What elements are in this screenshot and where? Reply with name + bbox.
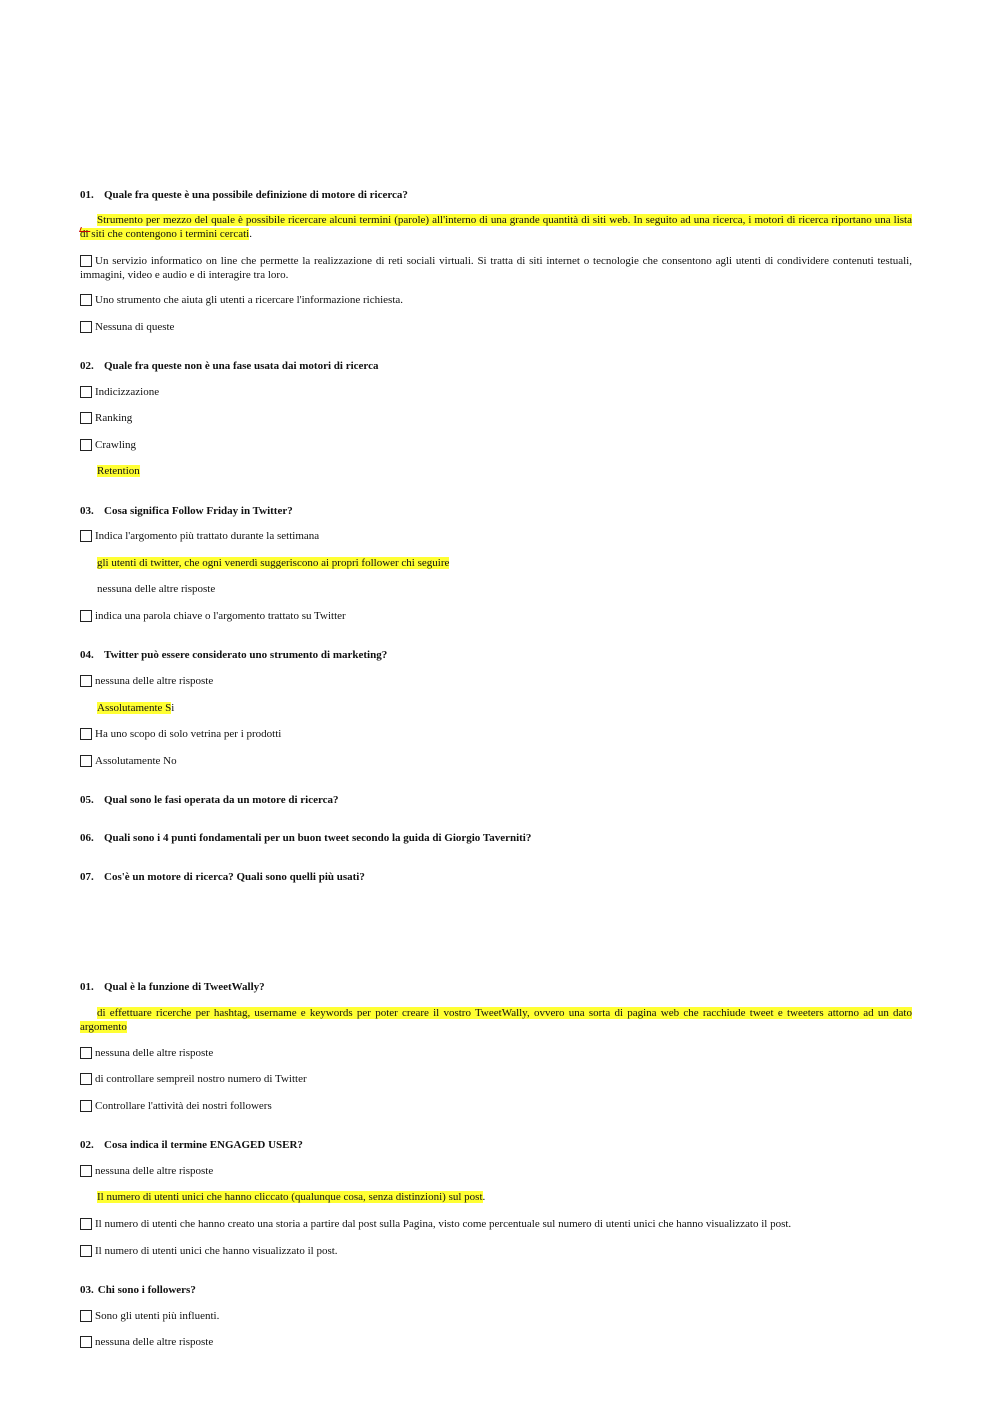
- answer-text: Il numero di utenti unici che hanno visualizzato il post.: [95, 1245, 338, 1257]
- checkbox[interactable]: [80, 1310, 92, 1322]
- answer-text: indica una parola chiave o l'argomento trattato su Twitter: [95, 610, 346, 622]
- answer-text: Il numero di utenti unici che hanno cliccato (qualunque cosa, senza distinzioni) sul post: [97, 1191, 483, 1203]
- answer-option[interactable]: [80, 529, 319, 543]
- question-text: Qual sono le fasi operata da un motore di ricerca?: [104, 794, 339, 806]
- answer-option[interactable]: [80, 1244, 338, 1258]
- answer-text: Il numero di utenti che hanno creato una storia a partire dal post sulla Pagina, visto come percentuale sul numero di utenti unici che hanno visualizzato il post.: [95, 1218, 792, 1230]
- answer-text: Retention: [97, 465, 140, 477]
- question-text: Quali sono i 4 punti fondamentali per un buon tweet secondo la guida di Giorgio Taverniti?: [104, 832, 532, 844]
- answer-text: Controllare l'attività dei nostri followers: [95, 1100, 272, 1112]
- answer-option[interactable]: [80, 411, 132, 425]
- answer-text: Indica l'argomento più trattato durante la settimana: [95, 530, 320, 542]
- answer-text: nessuna delle altre risposte: [95, 1336, 214, 1348]
- answer-text: nessuna delle altre risposte: [97, 583, 216, 595]
- question-number: 04.: [80, 649, 94, 661]
- question-number: 02.: [80, 360, 94, 372]
- answer-option[interactable]: [80, 1164, 213, 1178]
- answer-text: nessuna delle altre risposte: [95, 1165, 214, 1177]
- checkbox[interactable]: [80, 675, 92, 687]
- checkbox[interactable]: [80, 1047, 92, 1059]
- answer-text: gli utenti di twitter, che ogni venerdì suggeriscono ai propri follower chi seguire: [97, 557, 450, 569]
- answer-option[interactable]: [80, 320, 174, 334]
- question-1-6: [80, 832, 531, 844]
- question-number: 07.: [80, 871, 94, 883]
- question-text: Quale fra queste è una possibile definizione di motore di ricerca?: [104, 189, 408, 201]
- answer-option[interactable]: [80, 1217, 791, 1231]
- question-text: Chi sono i followers?: [97, 1284, 196, 1296]
- question-text: Cos'è un motore di ricerca? Quali sono quelli più usati?: [104, 871, 365, 883]
- answer-text: Crawling: [95, 439, 136, 451]
- answer-option[interactable]: [80, 556, 449, 570]
- checkbox[interactable]: [80, 1073, 92, 1085]
- answer-option[interactable]: [80, 1335, 213, 1349]
- question-text: Cosa significa Follow Friday in Twitter?: [104, 505, 293, 517]
- checkbox[interactable]: [80, 1165, 92, 1177]
- answer-option[interactable]: [80, 727, 281, 741]
- answer-text: Indicizzazione: [95, 386, 160, 398]
- answer-option[interactable]: [80, 385, 159, 399]
- checkbox[interactable]: [80, 1100, 92, 1112]
- checkbox[interactable]: [80, 255, 92, 267]
- answer-suffix: .: [249, 228, 252, 240]
- checkbox[interactable]: [80, 321, 92, 333]
- answer-text: nessuna delle altre risposte: [95, 1047, 214, 1059]
- answer-suffix: .: [482, 1191, 486, 1203]
- answer-option[interactable]: [80, 464, 140, 478]
- answer-option[interactable]: [80, 1099, 272, 1113]
- answer-text: Ranking: [95, 412, 133, 424]
- answer-text: di controllare sempreil nostro numero di Twitter: [95, 1073, 307, 1085]
- checkbox[interactable]: [80, 412, 92, 424]
- question-text: Cosa indica il termine ENGAGED USER?: [104, 1139, 303, 1151]
- question-1-7: [80, 871, 365, 883]
- question-text: Qual è la funzione di TweetWally?: [104, 981, 265, 993]
- answer-option[interactable]: [80, 1072, 307, 1086]
- question-text: Quale fra queste non è una fase usata dai motori di ricerca: [104, 360, 379, 372]
- answer-option[interactable]: [80, 701, 174, 715]
- answer-option[interactable]: [80, 213, 912, 241]
- answer-option[interactable]: [80, 674, 213, 688]
- question-number: 02.: [80, 1139, 94, 1151]
- question-1-5: [80, 794, 339, 806]
- answer-text: Sono gli utenti più influenti.: [95, 1310, 220, 1322]
- checkbox[interactable]: [80, 530, 92, 542]
- answer-option[interactable]: [80, 1046, 213, 1060]
- question-1-1: [80, 189, 408, 201]
- answer-option[interactable]: [80, 254, 912, 282]
- question-number: 05.: [80, 794, 94, 806]
- answer-text: Uno strumento che aiuta gli utenti a ricercare l'informazione richiesta.: [95, 294, 404, 306]
- checkbox[interactable]: [80, 610, 92, 622]
- checkbox[interactable]: [80, 1245, 92, 1257]
- question-number: 01.: [80, 189, 94, 201]
- checkbox[interactable]: [80, 728, 92, 740]
- answer-text: Un servizio informatico on line che permette la realizzazione di reti sociali virtuali. Si tratta di siti internet o tecnologie che consentono agli utenti di condividere contenuti testuali, immagini, video e audio e di interagire tra loro.: [80, 255, 912, 281]
- question-1-3: [80, 505, 293, 517]
- answer-text: di effettuare ricerche per hashtag, username e keywords per poter creare il vostro TweetWally, ovvero una sorta di pagina web che racchiude tweet e tweeters attorno ad un dato argomento: [80, 1007, 912, 1033]
- checkbox[interactable]: [80, 1218, 92, 1230]
- answer-option[interactable]: [80, 438, 136, 452]
- question-number: 03.: [80, 505, 94, 517]
- checkbox[interactable]: [80, 755, 92, 767]
- answer-option[interactable]: [80, 582, 215, 596]
- question-1-2: [80, 360, 378, 372]
- answer-suffix: i: [171, 702, 175, 714]
- answer-option[interactable]: [80, 1006, 912, 1034]
- checkbox[interactable]: [80, 1336, 92, 1348]
- answer-text: nessuna delle altre risposte: [95, 675, 214, 687]
- checkbox[interactable]: [80, 294, 92, 306]
- checkbox[interactable]: [80, 439, 92, 451]
- question-number: 03.: [80, 1284, 94, 1296]
- answer-text: Assolutamente No: [95, 755, 177, 767]
- answer-option[interactable]: [80, 609, 346, 623]
- answer-text: Ha uno scopo di solo vetrina per i prodotti: [95, 728, 282, 740]
- checkbox[interactable]: [80, 386, 92, 398]
- question-number: 06.: [80, 832, 94, 844]
- answer-option[interactable]: [80, 293, 403, 307]
- question-2-1: [80, 981, 265, 993]
- question-2-3: [80, 1284, 196, 1296]
- answer-text: Assolutamente S: [97, 702, 172, 714]
- question-1-4: [80, 649, 387, 661]
- answer-text: Strumento per mezzo del quale è possibile ricercare alcuni termini (parole) all'interno di una grande quantità di siti web. In seguito ad una ricerca, i motori di ricerca riportano una lista di siti che contengono i termini cercati: [80, 214, 912, 240]
- answer-option[interactable]: [80, 754, 177, 768]
- question-number: 01.: [80, 981, 94, 993]
- answer-option[interactable]: [80, 1309, 219, 1323]
- question-2-2: [80, 1139, 303, 1151]
- answer-option[interactable]: [80, 1190, 485, 1204]
- question-text: Twitter può essere considerato uno strumento di marketing?: [104, 649, 388, 661]
- answer-text: Nessuna di queste: [95, 321, 175, 333]
